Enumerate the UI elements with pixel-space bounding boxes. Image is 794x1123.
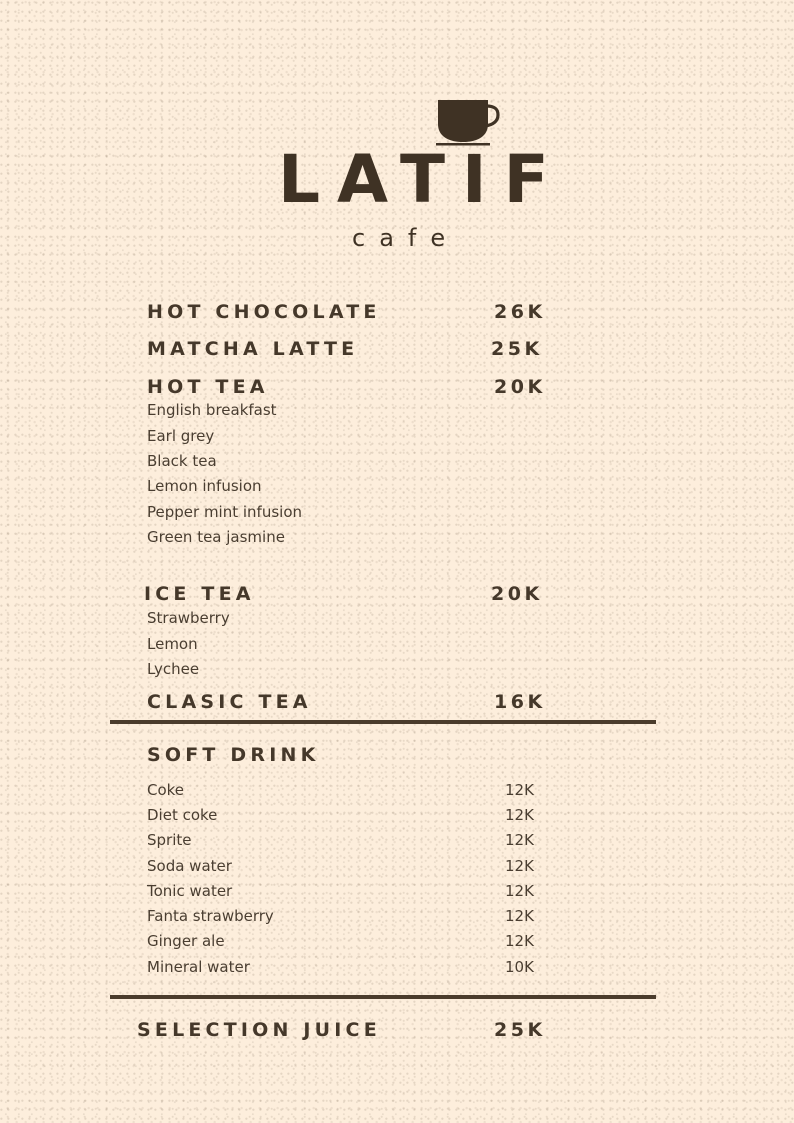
price-selection-juice: 25K [494,1019,546,1041]
drink-price: 12K [505,857,534,875]
drink-price: 12K [505,781,534,799]
drink-name: Tonic water [147,882,233,900]
drink-name: Mineral water [147,958,250,976]
drink-price: 12K [505,907,534,925]
drink-name: Soda water [147,857,232,875]
brand-subtitle: cafe [352,224,460,252]
price-matcha-latte: 25K [491,338,543,360]
category-hot-chocolate: HOT CHOCOLATE [147,301,381,323]
option-item: Lemon [147,635,198,653]
divider [110,720,656,724]
category-soft-drink: SOFT DRINK [147,744,320,766]
drink-price: 10K [505,958,534,976]
option-item: Black tea [147,452,217,470]
option-item: Lemon infusion [147,477,262,495]
drink-name: Coke [147,781,185,799]
category-hot-tea: HOT TEA [147,376,269,398]
option-item: Pepper mint infusion [147,503,303,521]
option-item: Green tea jasmine [147,528,285,546]
drink-name: Sprite [147,831,192,849]
category-matcha-latte: MATCHA LATTE [147,338,359,360]
brand-title: LATIF [278,141,566,218]
drink-price: 12K [505,806,534,824]
drink-price: 12K [505,932,534,950]
drink-name: Ginger ale [147,932,225,950]
drink-price: 12K [505,831,534,849]
category-ice-tea: ICE TEA [144,583,255,605]
drink-name: Fanta strawberry [147,907,274,925]
drink-price: 12K [505,882,534,900]
option-item: Earl grey [147,427,215,445]
option-item: English breakfast [147,401,277,419]
option-item: Strawberry [147,609,230,627]
option-item: Lychee [147,660,200,678]
price-clasic-tea: 16K [494,691,546,713]
category-clasic-tea: CLASIC TEA [147,691,312,713]
category-selection-juice: SELECTION JUICE [137,1019,381,1041]
divider [110,995,656,999]
price-hot-chocolate: 26K [494,301,546,323]
price-ice-tea: 20K [491,583,543,605]
price-hot-tea: 20K [494,376,546,398]
drink-name: Diet coke [147,806,218,824]
